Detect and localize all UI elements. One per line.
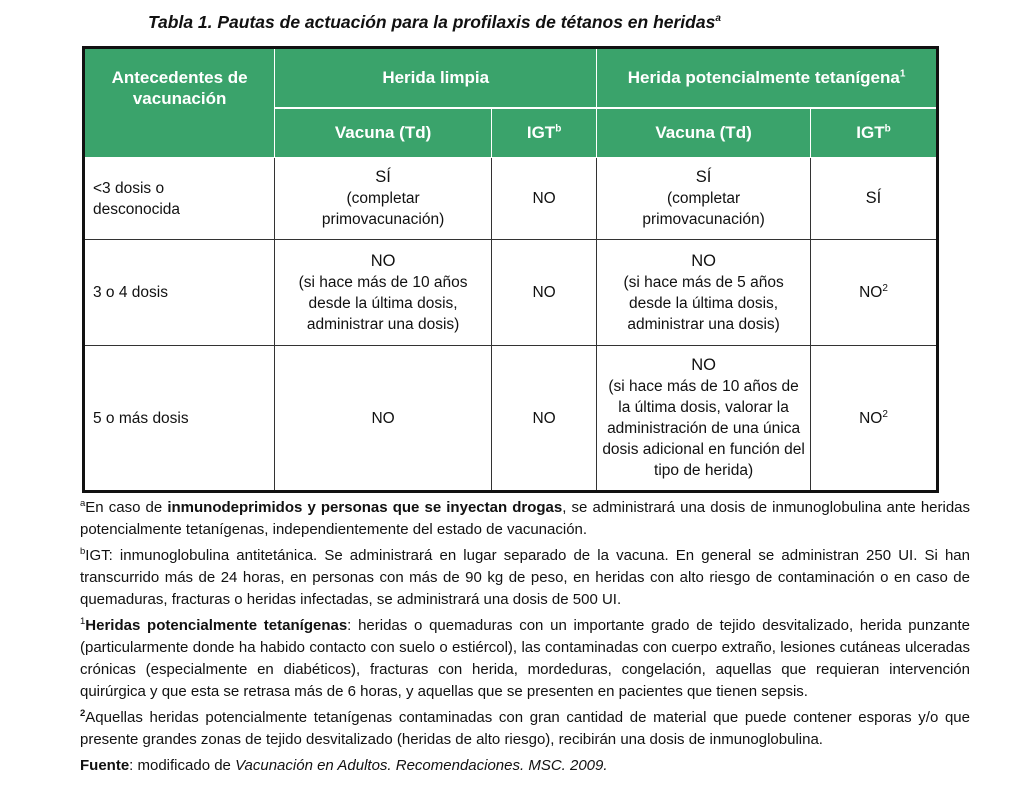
footnote-1: $^1$Heridas potencialmente tetanígenas: heridas o quemaduras con un importante grado de tejido desvitalizado, herida punzante (particularmente donde ha habido contacto con suelo o estiércol), las contaminadas con cuerpo extraño, lesiones cutáneas ulceradas crónicas (especialmente en diabéticos), fracturas con herida, mordeduras, congelación, aquellas que requieran intervención quirúrgica y que esta se retrasa más de 6 horas, y aquellas que se presenten en pacientes que tienen sepsis. bbox=[80, 616, 970, 700]
header-limpia-igt: IGT$^b$ bbox=[491, 108, 596, 158]
header-tetanigena-igt: IGT$^b$ bbox=[810, 108, 937, 158]
header-limpia-vacuna: Vacuna (Td) bbox=[275, 108, 492, 158]
footnote-b: $^b$IGT: inmunoglobulina antitetánica. Se administrará en lugar separado de la vacuna. En general se administran 250 UI. Si han transcurrido más de 24 horas, en personas con más de 90 kg de peso, en heridas con alto riesgo de contaminación o en caso de quemaduras, fracturas o heridas infectadas, se administrará una dosis de 500 UI. bbox=[80, 546, 970, 608]
cell-tetanigena-vacuna: SÍ (completar primovacunación) bbox=[597, 158, 811, 240]
source-line: Fuente: modificado de Vacunación en Adultos. Recomendaciones. MSC. 2009. bbox=[80, 757, 608, 774]
header-herida-limpia: Herida limpia bbox=[275, 48, 597, 108]
header-tetanigena-vacuna: Vacuna (Td) bbox=[597, 108, 811, 158]
cell-tetanigena-igt: SÍ bbox=[810, 158, 937, 240]
row-label: 5 o más dosis bbox=[84, 346, 275, 492]
cell-tetanigena-igt: $NO^2$ bbox=[810, 346, 937, 492]
cell-limpia-igt: NO bbox=[491, 158, 596, 240]
cell-tetanigena-vacuna: NO (si hace más de 10 años de la última dosis, valorar la administración de una única dosis adicional en función del tipo de herida) bbox=[597, 346, 811, 492]
cell-limpia-vacuna: NO (si hace más de 10 años desde la última dosis, administrar una dosis) bbox=[275, 240, 492, 346]
tetanus-prophylaxis-table bbox=[82, 46, 939, 493]
cell-limpia-vacuna: NO bbox=[275, 346, 492, 492]
table-row bbox=[84, 240, 938, 346]
table-row bbox=[84, 158, 938, 240]
table-row bbox=[84, 346, 938, 492]
header-antecedentes: Antecedentes de vacunación bbox=[84, 48, 275, 158]
footnote-2: $^2$Aquellas heridas potencialmente tetanígenas contaminadas con gran cantidad de material que puede contener esporas y/o que presente grandes zonas de tejido desvitalizado (heridas de alto riesgo), recibirán una dosis de inmunoglobulina. bbox=[80, 708, 970, 748]
cell-tetanigena-igt: $NO^2$ bbox=[810, 240, 937, 346]
cell-limpia-igt: NO bbox=[491, 346, 596, 492]
row-label: <3 dosis o desconocida bbox=[84, 158, 275, 240]
row-label: 3 o 4 dosis bbox=[84, 240, 275, 346]
cell-limpia-vacuna: SÍ (completar primovacunación) bbox=[275, 158, 492, 240]
footnote-a: $^a$En caso de inmunodeprimidos y personas que se inyectan drogas, se administrará una dosis de inmunoglobulina ante heridas potencialmente tetanígenas, independientemente del estado de vacunación. bbox=[80, 498, 971, 538]
cell-tetanigena-vacuna: NO (si hace más de 5 años desde la última dosis, administrar una dosis) bbox=[597, 240, 811, 346]
cell-limpia-igt: NO bbox=[491, 240, 596, 346]
header-herida-tetanigena: Herida potencialmente tetanígena$^1$ bbox=[597, 48, 938, 108]
footnotes bbox=[80, 497, 970, 781]
table-title: Tabla 1. Pautas de actuación para la profilaxis de tétanos en heridas$^a$ bbox=[148, 12, 721, 32]
